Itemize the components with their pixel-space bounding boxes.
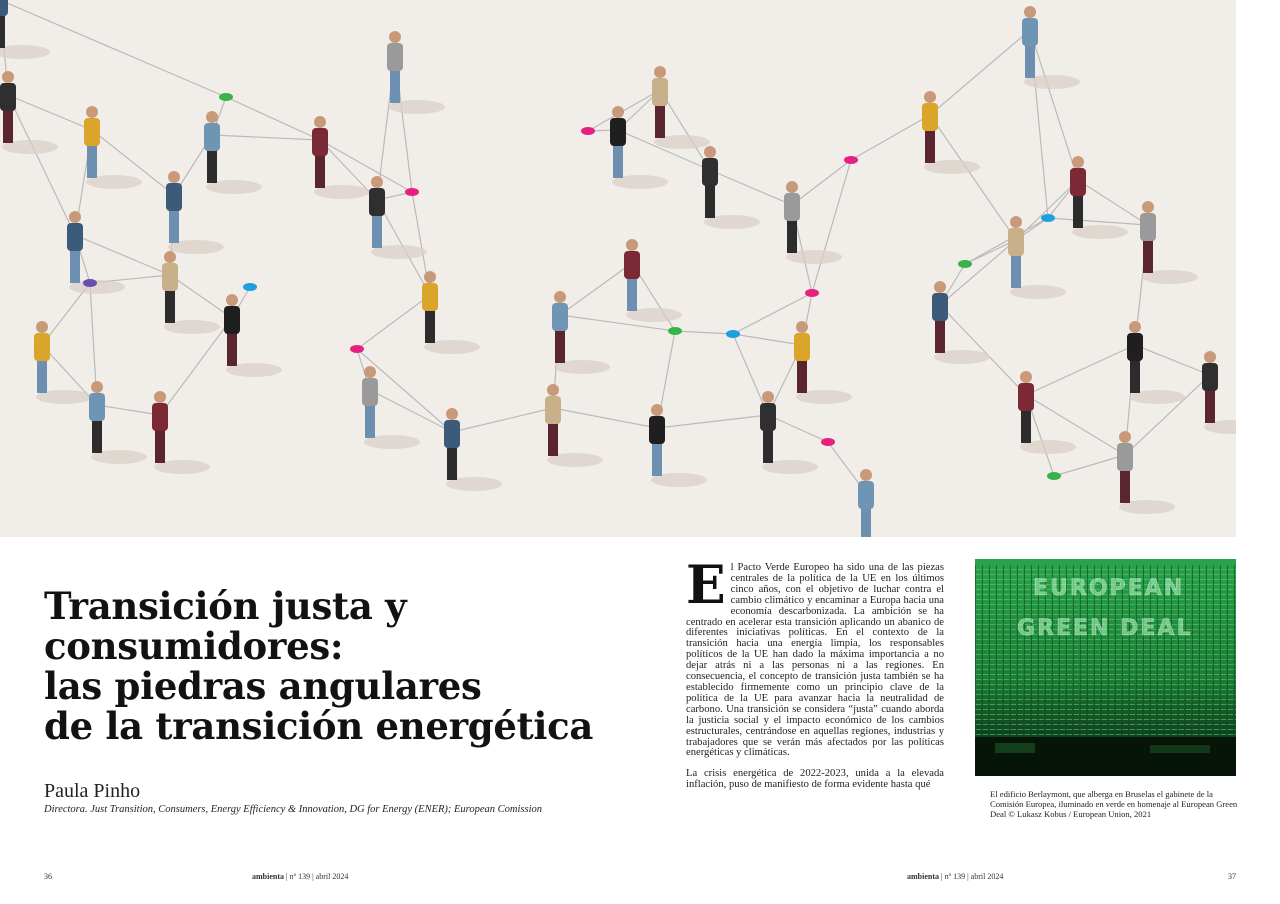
person-figure xyxy=(312,116,370,199)
person-figure xyxy=(89,381,147,464)
person-figure xyxy=(932,281,990,364)
person-figure xyxy=(444,408,502,491)
person-figure xyxy=(1117,431,1175,514)
network-node xyxy=(350,345,364,353)
person-figure xyxy=(369,176,427,259)
paragraph-text: l Pacto Verde Europeo ha sido una de las piezas centrales de la política de la UE en los últimos cinco años, con el objetivo de luchar contra el cambio climático y encaminar a Europa hacia una economía descarbonizada. La ambición se ha centrado en acelerar esta transición aplicando un abanico de diferentes iniciativas políticas. En el contexto de la transición hacia una energía limpia, los responsables políticos de la UE han dado la máxima importancia a no dejar atrás ni a las personas ni a las regiones. En consecuencia, el concepto de transición justa también se ha establecido firmemente como un principio clave de la política de la UE para avanzar hacia la neutralidad de carbono. Una transición se considera “justa” cuando aborda la justicia social y el impacto económico de los cambios estructurales, centrándose en aquellas regiones, industrias y trabajadores que se verán más afectados por las políticas energéticas y climáticas. xyxy=(686,562,944,759)
magazine-name: ambienta xyxy=(252,872,284,881)
sign-text-green-deal: GREEN DEAL xyxy=(1017,616,1193,641)
person-figure xyxy=(922,91,980,174)
person-figure xyxy=(652,66,710,149)
person-figure xyxy=(552,291,610,374)
title-line: Transición justa y xyxy=(44,584,407,628)
network-node xyxy=(405,188,419,196)
network-node xyxy=(844,156,858,164)
person-figure xyxy=(784,181,842,264)
person-figure xyxy=(1127,321,1185,404)
article-body xyxy=(686,555,944,801)
magazine-name: ambienta xyxy=(907,872,939,881)
network-node xyxy=(1041,214,1055,222)
network-node xyxy=(1047,472,1061,480)
article-paragraph xyxy=(686,555,944,759)
article-title xyxy=(44,586,604,746)
drop-cap: E xyxy=(686,555,726,616)
person-figure xyxy=(1018,371,1076,454)
network-node xyxy=(726,330,740,338)
network-node xyxy=(83,279,97,287)
person-figure xyxy=(1070,156,1128,239)
title-line: consumidores: xyxy=(44,624,344,668)
person-figure xyxy=(858,469,916,537)
network-node xyxy=(243,283,257,291)
person-figure xyxy=(1022,6,1080,89)
network-node xyxy=(219,93,233,101)
author-name: Paula Pinho xyxy=(44,780,141,802)
person-figure xyxy=(387,31,445,114)
berlaymont-photo xyxy=(975,559,1236,776)
person-figure xyxy=(152,391,210,474)
person-figure xyxy=(649,404,707,487)
sign-text-european: EUROPEAN xyxy=(1033,576,1185,601)
network-node xyxy=(821,438,835,446)
person-figure xyxy=(162,251,220,334)
person-figure xyxy=(84,106,142,189)
person-figure xyxy=(0,0,50,59)
footer-right xyxy=(907,872,1003,881)
person-figure xyxy=(422,271,480,354)
page-number-right: 37 xyxy=(1228,872,1236,881)
issue-info: | nº 139 | abril 2024 xyxy=(284,872,349,881)
network-node xyxy=(581,127,595,135)
footer-left xyxy=(252,872,348,881)
photo-caption: El edificio Berlaymont, que alberga en Bruselas el gabinete de la Comisión Europea, iluminado en verde en homenaje al European Green Deal © Lukasz Kobus / European Union, 2021 xyxy=(990,789,1238,820)
title-line: de la transición energética xyxy=(44,704,594,748)
issue-info: | nº 139 | abril 2024 xyxy=(939,872,1004,881)
page-number-left: 36 xyxy=(44,872,52,881)
network-node xyxy=(668,327,682,335)
person-figure xyxy=(1140,201,1198,284)
person-figure xyxy=(1202,351,1236,434)
person-figure xyxy=(760,391,818,474)
person-figure xyxy=(204,111,262,194)
person-figure xyxy=(545,384,603,467)
green-building-image xyxy=(975,559,1236,776)
article-paragraph: La crisis energética de 2022-2023, unida a la elevada inflación, puso de manifiesto de forma evidente hasta qué xyxy=(686,768,944,791)
title-line: las piedras angulares xyxy=(44,664,482,708)
network-node xyxy=(958,260,972,268)
person-figure xyxy=(624,239,682,322)
author-role: Directora. Just Transition, Consumers, Energy Efficiency & Innovation, DG for Energy (ENER); European Comission xyxy=(44,804,543,815)
person-figure xyxy=(34,321,92,404)
person-figure xyxy=(794,321,852,404)
page-gutter xyxy=(1236,0,1280,904)
person-figure xyxy=(224,294,282,377)
network-node xyxy=(805,289,819,297)
person-figure xyxy=(1008,216,1066,299)
